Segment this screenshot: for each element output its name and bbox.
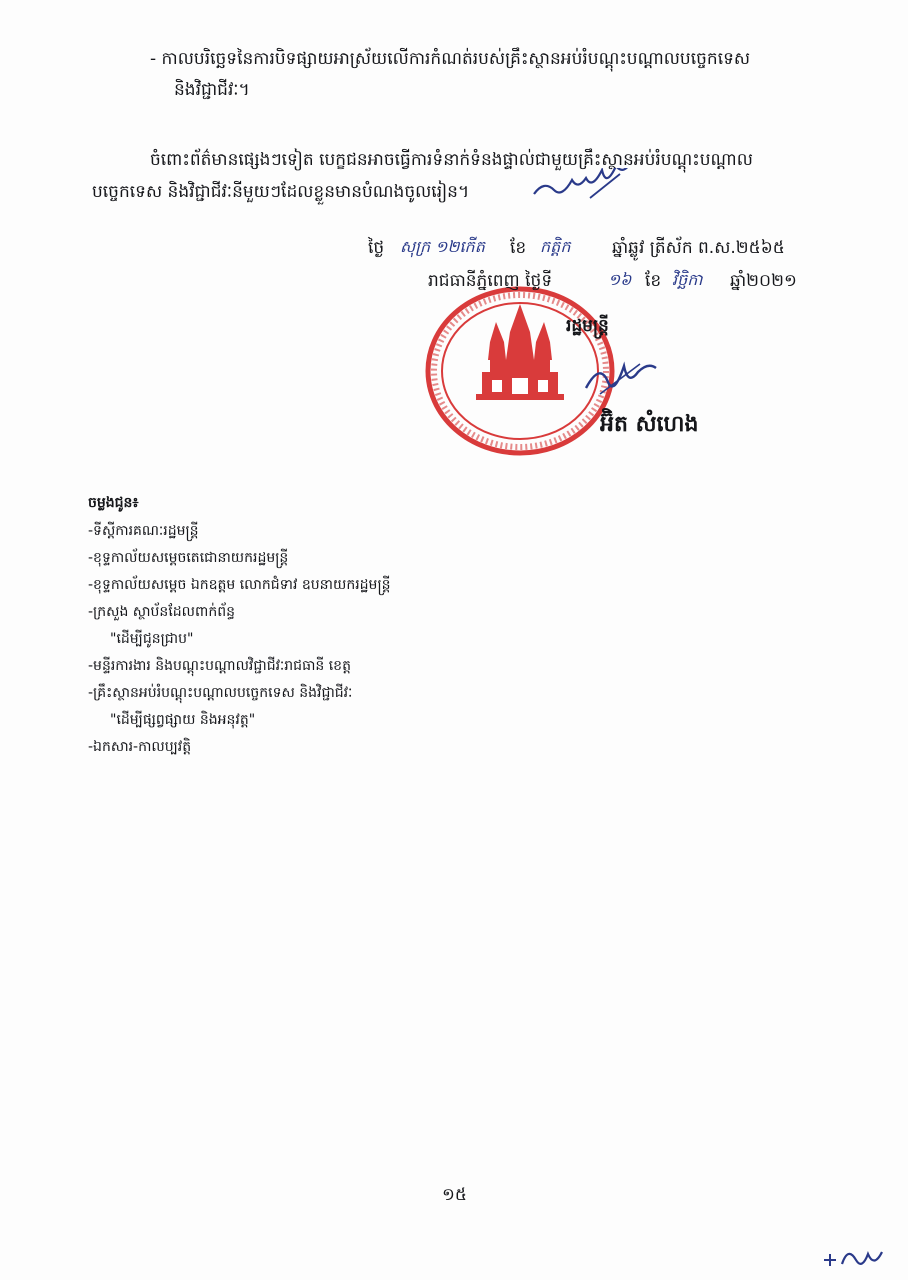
recipient-note: "ដើម្បីផ្សព្វផ្សាយ និងអនុវត្ត" [110, 712, 256, 728]
recipient-item: -ក្រសួង ស្ថាប័នដែលពាក់ព័ន្ធ [88, 604, 235, 620]
lunar-date-label: ថ្ងៃ [368, 238, 385, 258]
signature-scribble-icon [580, 352, 670, 402]
lunar-month-handwritten: កត្ដិក [540, 237, 571, 256]
recipient-item: -មន្ទីរការងារ និងបណ្តុះបណ្តាលវិជ្ជាជីវៈរាជធានី ខេត្ត [88, 658, 351, 674]
recipient-item: -គ្រឹះស្ថានអប់រំបណ្តុះបណ្តាលបច្ចេកទេស និងវិជ្ជាជីវៈ [88, 685, 353, 701]
signatory-name: អ៊ិត សំហេង [600, 412, 699, 437]
recipient-item: -ឯកសារ-កាលប្បវត្តិ [88, 739, 192, 755]
recipients-heading: ចម្លងជូន៖ [88, 495, 139, 511]
corner-initials-icon [820, 1240, 890, 1274]
solar-month-handwritten: វិច្ឆិកា [672, 270, 703, 289]
recipient-item: -ខុទ្ទកាល័យសម្តេចតេជោនាយករដ្ឋមន្ត្រី [88, 550, 289, 566]
solar-day-handwritten: ១៦ [608, 270, 632, 289]
lunar-year-text: ឆ្នាំឆ្លូវ ត្រីស័ក ព.ស.២៥៦៥ [612, 238, 785, 258]
recipient-item: -ខុទ្ទកាល័យសម្តេច ឯកឧត្តម លោកជំទាវ ឧបនាយករដ្ឋមន្ត្រី [88, 577, 391, 593]
page-number: ១៥ [442, 1185, 467, 1205]
paragraph-line-2: បច្ចេកទេស និងវិជ្ជាជីវៈនីមួយៗដែលខ្លួនមានបំណងចូលរៀន។ [92, 182, 470, 202]
bullet-line-2: និងវិជ្ជាជីវៈ។ [174, 80, 250, 100]
place-date-label: រាជធានីភ្នំពេញ ថ្ងៃទី [428, 271, 553, 291]
bullet-line-1: - កាលបរិច្ឆេទនៃការបិទផ្សាយអាស្រ័យលើការកំណត់របស់គ្រឹះស្ថានអប់រំបណ្តុះបណ្តាលបច្ចេកទេស [150, 49, 751, 69]
lunar-day-handwritten: សុក្រ ១២កើត [400, 237, 485, 256]
solar-month-label: ខែ [645, 271, 662, 291]
recipient-note: "ដើម្បីជូនជ្រាប" [110, 631, 194, 647]
signatory-title: រដ្ឋមន្ត្រី [566, 316, 609, 336]
paragraph-line-1: ចំពោះព័ត៌មានផ្សេងៗទៀត បេក្ខជនអាចធ្វើការទំនាក់ទំនងផ្ទាល់ជាមួយគ្រឹះស្ថានអប់រំបណ្តុះបណ្តាល [150, 150, 753, 170]
lunar-month-label: ខែ [510, 238, 527, 258]
solar-year-text: ឆ្នាំ២០២១ [730, 271, 797, 291]
recipient-item: -ទីស្តីការគណៈរដ្ឋមន្ត្រី [88, 523, 199, 539]
initials-scribble-icon [530, 168, 650, 208]
